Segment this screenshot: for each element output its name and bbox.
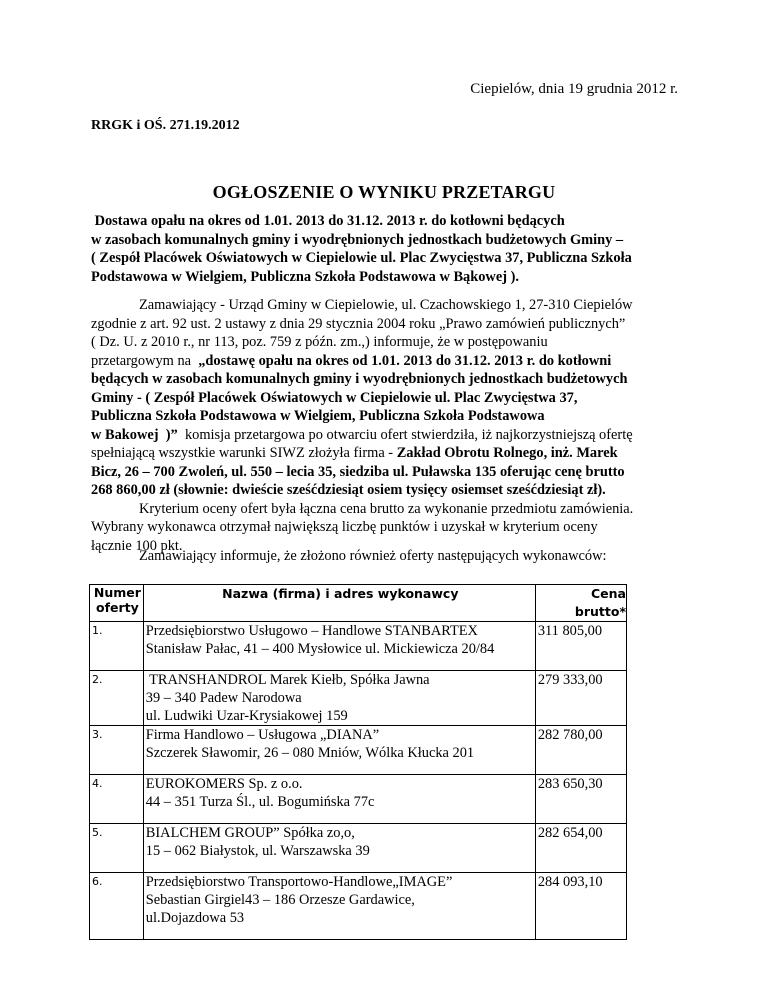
table-header-row — [90, 585, 627, 622]
offers-table — [89, 584, 627, 940]
body-line: łącznie 100 pkt. — [91, 537, 183, 554]
table-row — [90, 726, 627, 775]
date-line: Ciepielów, dnia 19 grudnia 2012 r. — [470, 81, 678, 97]
offer-price: 279 333,00 — [535, 671, 626, 726]
offer-price: 282 654,00 — [535, 824, 626, 873]
offer-number: 5. — [90, 824, 144, 873]
subject-line: ( Zespół Placówek Oświatowych w Ciepielowie ul. Plac Zwycięstwa 37, Publiczna Szkoła — [91, 250, 632, 266]
contractor-line: BIALCHEM GROUP” Spółka zo,o, — [145, 825, 355, 841]
row-spacer — [146, 927, 535, 939]
offer-contractor — [143, 873, 535, 940]
contractor-line: ul. Ludwiki Uzar-Krysiakowej 159 — [145, 708, 348, 724]
offer-price: 311 805,00 — [535, 622, 626, 671]
offer-price: 282 780,00 — [535, 726, 626, 775]
row-spacer — [146, 811, 535, 823]
table-row — [90, 873, 627, 940]
offer-price: 283 650,30 — [535, 775, 626, 824]
body-line: zgodnie z art. 92 ust. 2 ustawy z dnia 29 stycznia 2004 roku „Prawo zamówień publicznych” — [91, 315, 626, 332]
contractor-line: EUROKOMERS Sp. z o.o. — [145, 776, 303, 792]
page-title: OGŁOSZENIE O WYNIKU PRZETARGU — [212, 182, 556, 202]
body-line: w Bakowej )” komisja przetargowa po otwarciu ofert stwierdziła, iż najkorzystniejszą ofertę — [91, 426, 633, 443]
offer-contractor — [143, 775, 535, 824]
body-line: przetargowym na „dostawę opału na okres od 1.01. 2013 do 31.12. 2013 r. do kotłowni — [91, 352, 612, 369]
table-row — [90, 775, 627, 824]
contractor-line: Sebastian Girgiel43 – 186 Orzesze Gardawice, — [145, 892, 415, 908]
body-line: 268 860,00 zł (słownie: dwieście sześćdziesiąt osiem tysięcy osiemset sześćdziesiąt zł). — [91, 482, 606, 498]
reference-number: RRGK i OŚ. 271.19.2012 — [91, 118, 240, 133]
subject-line: Podstawowa w Wielgiem, Publiczna Szkoła Podstawowa w Bąkowej ). — [91, 268, 519, 285]
row-spacer — [146, 658, 535, 670]
body-line: Wybrany wykonawca otrzymał największą liczbę punktów i uzyskał w kryterium oceny — [91, 519, 598, 535]
table-row — [90, 671, 627, 726]
body-text — [91, 296, 691, 555]
body-line: ( Dz. U. z 2010 r., nr 113, poz. 759 z późn. zm.,) informuje, że w postępowaniu — [91, 334, 548, 350]
contractor-line: Szczerek Sławomir, 26 – 080 Mniów, Wólka Kłucka 201 — [145, 745, 475, 761]
contractor-line: 39 – 340 Padew Narodowa — [145, 690, 302, 706]
table-row — [90, 824, 627, 873]
body-line: Publiczna Szkoła Podstawowa w Wielgiem, Publiczna Szkoła Podstawowa — [91, 408, 545, 424]
body-line: Zamawiający - Urząd Gminy w Ciepielowie, ul. Czachowskiego 1, 27-310 Ciepielów — [139, 297, 633, 313]
row-spacer — [146, 860, 535, 872]
offer-contractor — [143, 824, 535, 873]
contractor-line: 15 – 062 Białystok, ul. Warszawska 39 — [145, 843, 370, 859]
contractor-line: Przedsiębiorstwo Usługowo – Handlowe STANBARTEX — [145, 623, 478, 639]
offer-number: 3. — [90, 726, 144, 775]
body-line: będących w zasobach komunalnych gminy i wyodrębnionych jednostkach budżetowych — [91, 371, 628, 387]
other-offers-intro: Zamawiający informuje, że złożono również oferty następujących wykonawców: — [139, 548, 607, 564]
offer-price: 284 093,10 — [535, 873, 626, 940]
offer-number: 2. — [90, 671, 144, 726]
offer-contractor — [143, 726, 535, 775]
body-line: Gminy - ( Zespół Placówek Oświatowych w Ciepielowie ul. Plac Zwycięstwa 37, — [91, 389, 578, 406]
offer-number: 4. — [90, 775, 144, 824]
contractor-line: 44 – 351 Turza Śl., ul. Bogumińska 77c — [145, 794, 375, 810]
body-line: spełniającą wszystkie warunki SIWZ złożyła firma - Zakład Obrotu Rolnego, inż. Marek — [91, 445, 618, 461]
contractor-line: Stanisław Pałac, 41 – 400 Mysłowice ul. Mickiewicza 20/84 — [145, 641, 495, 657]
body-line: Kryterium oceny ofert była łączna cena brutto za wykonanie przedmiotu zamówienia. — [139, 500, 634, 517]
row-spacer — [146, 762, 535, 774]
contractor-line: Firma Handlowo – Usługowa „DIANA” — [145, 727, 380, 743]
body-line: Bicz, 26 – 700 Zwoleń, ul. 550 – lecia 35, siedziba ul. Puławska 135 oferując cenę brutto — [91, 463, 625, 480]
offer-contractor — [143, 622, 535, 671]
contractor-line: ul.Dojazdowa 53 — [145, 910, 245, 926]
offer-contractor — [143, 671, 535, 726]
contractor-line: TRANSHANDROL Marek Kiełb, Spółka Jawna — [145, 672, 430, 688]
subject-block — [91, 212, 691, 286]
header-name: Nazwa (firma) i adres wykonawcy — [143, 585, 535, 622]
header-price: Cena brutto* — [535, 585, 626, 622]
offer-number: 6. — [90, 873, 144, 940]
table-row — [90, 622, 627, 671]
subject-line: w zasobach komunalnych gminy i wyodrębnionych jednostkach budżetowych Gminy – — [91, 231, 624, 248]
subject-line: Dostawa opału na okres od 1.01. 2013 do 31.12. 2013 r. do kotłowni będących — [91, 213, 565, 229]
header-number: Numer oferty — [90, 585, 144, 622]
offer-number: 1. — [90, 622, 144, 671]
contractor-line: Przedsiębiorstwo Transportowo-Handlowe„IMAGE” — [145, 874, 453, 890]
